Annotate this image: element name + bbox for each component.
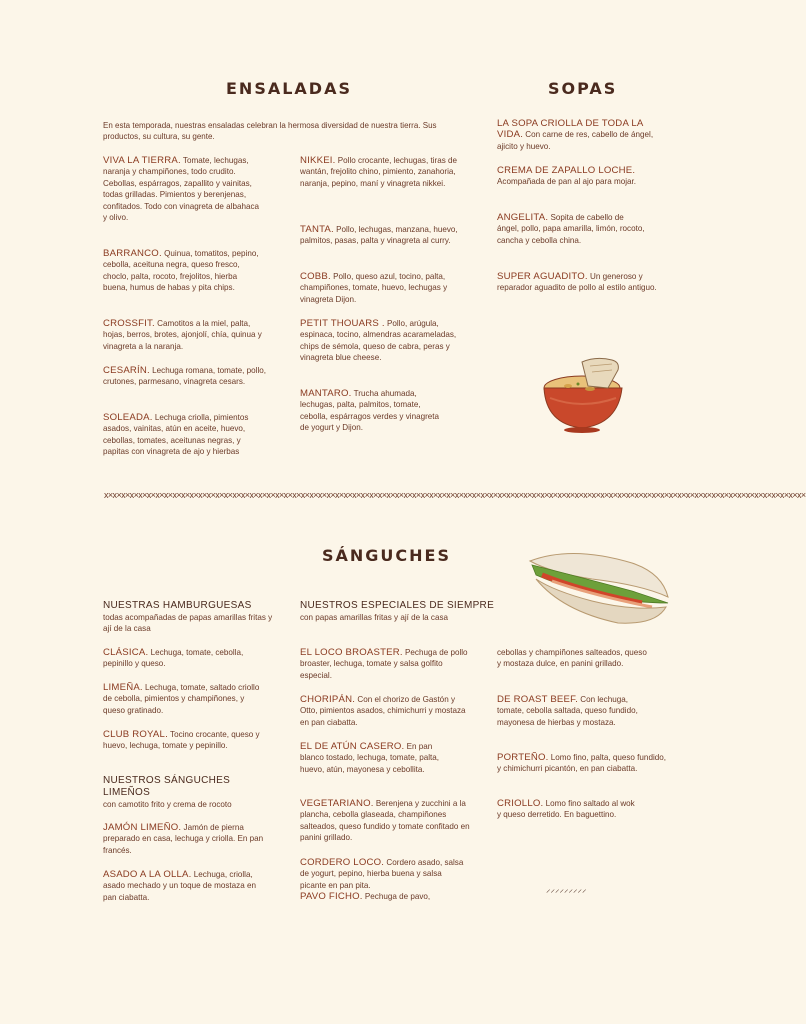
ensaladas-title: ENSALADAS <box>226 79 352 98</box>
salad-name: TANTA. <box>300 224 334 235</box>
salad-item <box>300 271 460 305</box>
soup-bowl-illustration <box>538 352 632 436</box>
soup-desc: Acompañada de pan al ajo para mojar. <box>497 177 637 187</box>
salad-item <box>300 388 450 434</box>
col3-name: DE ROAST BEEF. <box>497 694 578 705</box>
limenos-subtitle: con camotito frito y crema de rocoto <box>103 800 232 809</box>
salad-desc: Pollo, queso azul, tocino, palta, champiñones, tomate, huevo, lechugas y vinagreta Dijon. <box>300 272 448 304</box>
col3-item <box>497 694 647 728</box>
especial-item <box>300 647 468 681</box>
especial-item <box>300 798 472 844</box>
burger-desc: Lechuga, tomate, saltado criollo de cebolla, pimientos y champiñones, y queso gratinado. <box>103 683 260 715</box>
salad-desc: Pollo crocante, lechugas, tiras de wantán, frejolito chino, pimiento, zanahoria, naranja, pepino, maní y vinagreta nikkei. <box>300 156 458 188</box>
soup-item <box>497 118 665 152</box>
limeno-desc: Lechuga, criolla, asado mechado y un toque de mostaza en pan ciabatta. <box>103 870 256 902</box>
especial-item <box>300 891 470 902</box>
soup-item <box>497 271 669 294</box>
decorative-tick-marks: ⸝⸝⸝⸝⸝⸝⸝⸝⸝ <box>546 884 587 894</box>
salad-item <box>103 412 263 458</box>
sanguches-title: SÁNGUCHES <box>322 546 452 565</box>
limenos-heading: NUESTROS SÁNGUCHES LIMEÑOS <box>103 775 231 798</box>
col3-desc: Con lechuga, tomate, cebolla saltada, queso fundido, mayonesa de hierbas y mostaza. <box>497 695 638 727</box>
hamburguesas-heading: NUESTRAS HAMBURGUESAS <box>103 600 252 611</box>
soup-desc: Con carne de res, cabello de ángel, ajicito y huevo. <box>497 130 654 151</box>
burger-name: LIMEÑA. <box>103 682 143 693</box>
salad-desc: Pollo, lechugas, manzana, huevo, palmitos, pasas, palta y vinagreta al curry. <box>300 225 458 246</box>
soup-name: LA SOPA CRIOLLA DE TODA LA VIDA. <box>497 118 643 141</box>
salad-item <box>103 318 266 352</box>
salad-item <box>103 248 263 294</box>
salad-item <box>300 155 460 189</box>
especial-item <box>300 741 450 775</box>
salad-desc: Tomate, lechugas, naranja y champiñones, todo crudito. Cebollas, espárragos, zapallito y vainitas, todas grilladas. Pimientos y berenjenas, confitados. Todo con vinagreta de albahaca y olivo. <box>103 156 259 223</box>
salad-name: MANTARO. <box>300 388 352 399</box>
especial-name: PAVO FICHO. <box>300 891 363 902</box>
especial-desc: Pechuga de pollo broaster, lechuga, tomate y salsa golfito especial. <box>300 648 468 680</box>
especial-name: VEGETARIANO. <box>300 798 374 809</box>
especial-desc: Con el chorizo de Gastón y Otto, pimientos asados, chimichurri y mostaza en pan ciabatta. <box>300 695 466 727</box>
burger-item <box>103 729 273 752</box>
especiales-header <box>300 600 500 623</box>
especial-name: CHORIPÁN. <box>300 694 356 705</box>
col3-name: PORTEÑO. <box>497 752 549 763</box>
col3-item <box>497 752 669 775</box>
burger-desc: Tocino crocante, queso y huevo, lechuga, tomate y pepinillo. <box>103 730 260 751</box>
col3-desc: Lomo fino saltado al wok y queso derretido. En baguettino. <box>497 799 635 820</box>
especial-item <box>300 857 470 891</box>
burger-desc: Lechuga, tomate, cebolla, pepinillo y queso. <box>103 648 244 669</box>
salad-desc: Lechuga criolla, pimientos asados, vainitas, atún en aceite, huevo, cebollas, tomates, aceitunas negras, y papitas con vinagreta de ajo y hierbas <box>103 413 249 457</box>
salad-name: COBB. <box>300 271 331 282</box>
continuation-text: cebollas y champiñones salteados, queso y mostaza dulce, en panini grillado. <box>497 648 647 669</box>
limeno-desc: Jamón de pierna preparado en casa, lechuga y criolla. En pan francés. <box>103 823 264 855</box>
especial-name: CORDERO LOCO. <box>300 857 385 868</box>
hamburguesas-header <box>103 600 273 635</box>
especial-item <box>300 694 470 728</box>
soup-name: CREMA DE ZAPALLO LOCHE. <box>497 165 636 176</box>
salad-desc: Quinua, tomatitos, pepino, cebolla, aceituna negra, queso fresco, choclo, palta, rocoto, frejolitos, hierba buena, humus de habas y pita chips. <box>103 249 259 293</box>
especial-desc: En pan blanco tostado, lechuga, tomate, palta, huevo, atún, mayonesa y cebollita. <box>300 742 440 774</box>
col3-name: CRIOLLO. <box>497 798 544 809</box>
salad-name: CROSSFIT. <box>103 318 155 329</box>
soup-item <box>497 212 647 246</box>
sandwich-illustration <box>522 545 674 629</box>
especiales-subtitle: con papas amarillas fritas y ají de la casa <box>300 613 449 622</box>
soup-item <box>497 165 657 188</box>
limeno-name: ASADO A LA OLLA. <box>103 869 192 880</box>
salad-desc: Pollo, arúgula, espinaca, tocino, almendras acarameladas, chips de sémola, queso de cabra, peras y vinagreta blue cheese. <box>300 319 457 363</box>
salad-name: BARRANCO. <box>103 248 162 259</box>
hamburguesas-subtitle: todas acompañadas de papas amarillas fritas y ají de la casa <box>103 613 273 634</box>
limeno-item <box>103 869 263 903</box>
burger-item <box>103 682 263 716</box>
limeno-name: JAMÓN LIMEÑO. <box>103 822 182 833</box>
burger-name: CLÁSICA. <box>103 647 149 658</box>
soup-desc: Sopita de cabello de ángel, pollo, papa amarilla, limón, rocoto, cancha y cebolla china. <box>497 213 645 245</box>
salad-desc: Trucha ahumada, lechugas, palta, palmitos, tomate, cebolla, espárragos verdes y vinagreta de yogurt y Dijon. <box>300 389 440 433</box>
especial-desc: Pechuga de pavo, <box>362 892 431 901</box>
soup-desc: Un generoso y reparador aguadito de pollo al estilo antiguo. <box>497 272 657 293</box>
salad-item <box>103 155 263 223</box>
col3-desc: Lomo fino, palta, queso fundido, y chimichurri picantón, en pan ciabatta. <box>497 753 666 774</box>
soup-name: SUPER AGUADITO. <box>497 271 588 282</box>
ensaladas-intro: En esta temporada, nuestras ensaladas celebran la hermosa diversidad de nuestra tierra. Sus productos, su cultura, su gente. <box>103 121 437 141</box>
salad-item <box>103 365 273 388</box>
salad-desc: Lechuga romana, tomate, pollo, crutones, parmesano, vinagreta cesars. <box>103 366 267 387</box>
salad-desc: Camotitos a la miel, palta, hojas, berros, brotes, ajonjolí, chía, quinua y vinagreta a la naranja. <box>103 319 262 351</box>
burger-name: CLUB ROYAL. <box>103 729 168 740</box>
especial-desc: Berenjena y zucchini a la plancha, cebolla glaseada, champiñones salteados, queso fundido y tomate confitado en panini grillado. <box>300 799 470 843</box>
salad-name: PETIT THOUARS . <box>300 318 385 329</box>
sopas-title: SOPAS <box>548 79 618 98</box>
soup-name: ANGELITA. <box>497 212 549 223</box>
limeno-item <box>103 822 268 856</box>
col3-item <box>497 798 637 821</box>
salad-name: CESARÍN. <box>103 365 150 376</box>
salad-item <box>300 224 458 247</box>
salad-name: SOLEADA. <box>103 412 153 423</box>
especiales-heading: NUESTROS ESPECIALES DE SIEMPRE <box>300 600 495 611</box>
especial-desc: Cordero asado, salsa de yogurt, pepino, hierba buena y salsa picante en pan pita. <box>300 858 464 890</box>
salad-name: VIVA LA TIERRA. <box>103 155 181 166</box>
section-divider: x×x×x×x×x×x×x×x×x×x×x×x×x×x×x×x×x×x×x×x×x×x×x×x×x×x×x×x×x×x×x×x×x×x×x×x×x×x×x×x×x×x×x×x×x×x×x×x×x×x×x×x×x×x×x×x×x×x×x×x×x×x×x×x×x×x×x×x×x×x×x×x×x×x×x×x×x×x×x×x×x×x× <box>104 490 806 500</box>
limenos-header <box>103 775 263 810</box>
salad-item <box>300 318 460 364</box>
especial-name: EL DE ATÚN CASERO. <box>300 741 405 752</box>
burger-item <box>103 647 268 670</box>
especial-name: EL LOCO BROASTER. <box>300 647 403 658</box>
salad-name: NIKKEI. <box>300 155 336 166</box>
